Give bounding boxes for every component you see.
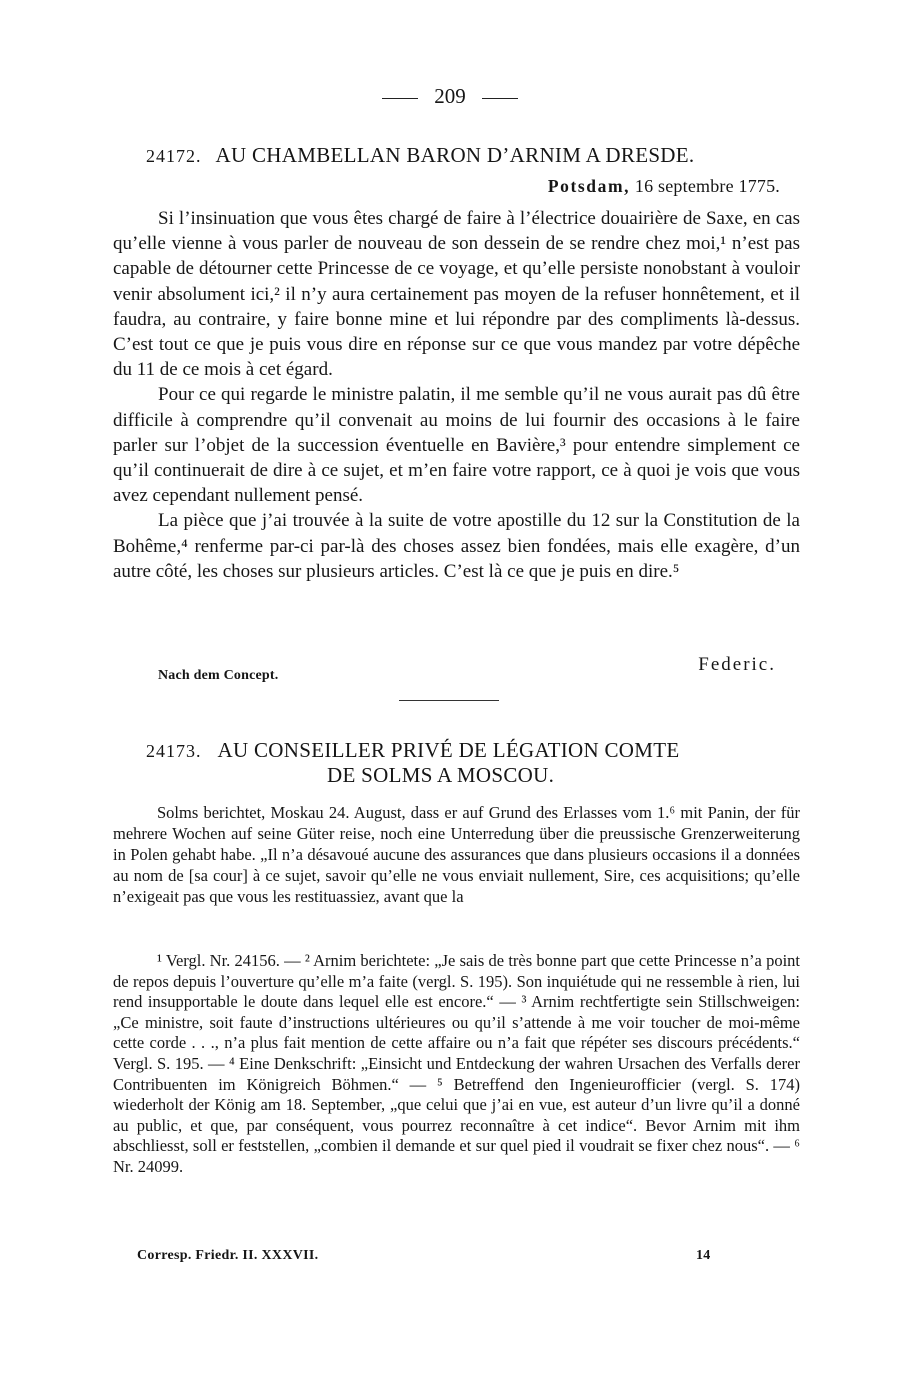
letter-2-title-line-1: AU CONSEILLER PRIVÉ DE LÉGATION COMTE <box>217 738 680 762</box>
footnotes <box>113 951 800 1178</box>
letter-1-paragraph-3: La pièce que j’ai trouvée à la suite de votre apostille du 12 sur la Constitution de la Bohême,⁴ renferme par-ci par-là des choses assez bien fondées, mais elle exagère, d’un autre côté, les choses sur plusieurs articles. C’est là ce que je puis en dire.⁵ <box>113 510 800 582</box>
letter-1-body <box>113 206 800 584</box>
footer-volume: Corresp. Friedr. II. XXXVII. <box>137 1248 319 1263</box>
letter-1-heading <box>146 143 694 168</box>
letter-1-place: Potsdam, <box>547 176 631 196</box>
letter-1-dateline <box>548 176 780 197</box>
letter-2-body <box>113 803 800 908</box>
footer-sheet-number: 14 <box>696 1248 711 1263</box>
letter-1-number: 24172. <box>146 146 202 166</box>
letter-1-date: 16 septembre 1775. <box>634 176 780 196</box>
footnotes-text: ¹ Vergl. Nr. 24156. — ² Arnim berichtete: „Je sais de très bonne part que cette Princesse n’a point de repos depuis l’ouverture qu’elle m’a faite (vergl. S. 195). Son inquiétude qui ne ressemble à rien, lui rend insupportable le doute dans lequel elle est encore.“ — ³ Arnim rechtfertigte sein Stillschweigen: „Ce ministre, soit faute d’instructions ultérieures ou qu’il s’attende à me voir toucher de moi-même cette corde . . ., n’a plus fait mention de cette affaire ou n’a fait que répéter ses discours précédents.“ Vergl. S. 195. — ⁴ Eine Denkschrift: „Einsicht und Entdeckung der wahren Ursachen des Verfalls derer Contribuenten im Königreich Böhmen.“ — ⁵ Betreffend den Ingenieurofficier (vergl. S. 174) wiederholt der König am 18. September, „que celui que j’ai en vue, est auteur d’un livre qu’il a donné au public, et que, par conséquent, vous pourrez reconnaître à cet indice“. Bevor Arnim mit ihm abschliesst, soll er feststellen, „combien il demande et sur quel pied il voudrait se fixer chez nous“. — ⁶ Nr. 24099. <box>113 951 800 1176</box>
page-number-dash-left <box>382 98 418 99</box>
letter-1-paragraph-2: Pour ce qui regarde le ministre palatin, il me semble qu’il ne vous aurait pas dû être difficile à comprendre qu’il convenait au moins de lui fournir des occasions à le faire parler sur l’objet de la succession éventuelle en Bavière,³ pour entendre simplement ce qu’il continuerait de dire à ce sujet, et m’en faire votre rapport, ce à quoi je vois que vous avez cependant nullement pensé. <box>113 384 800 507</box>
page-number: 209 <box>434 84 466 108</box>
section-separator <box>399 700 499 701</box>
letter-2-paragraph: Solms berichtet, Moskau 24. August, dass er auf Grund des Erlasses vom 1.⁶ mit Panin, der für mehrere Wochen auf seine Güter reise, noch eine Unterredung über die preussische Grenzerweiterung in Polen gehabt habe. „Il n’a désavoué aucune des assurances que dans plusieurs occasions il a données au nom de [sa cour] à ce sujet, savoir qu’elle ne vous enviait nullement, Sire, ces acquisitions; qu’elle n’exigeait pas que vous les restituassiez, avant que la <box>113 803 800 906</box>
letter-2-heading-line-2: DE SOLMS A MOSCOU. <box>327 763 555 787</box>
page-number-line <box>0 84 900 109</box>
letter-1-title: AU CHAMBELLAN BARON D’ARNIM A DRESDE. <box>215 143 695 167</box>
letter-1-paragraph-1: Si l’insinuation que vous êtes chargé de faire à l’électrice douairière de Saxe, en cas qu’elle vienne à vous parler de nouveau de son dessein de se rendre chez moi,¹ n’est pas capable de détourner cette Princesse de ce voyage, et qu’elle persiste nonobstant à vouloir venir absolument ici,² il n’y aura certainement pas moyen de la refuser honnêtement, et il faudra, au contraire, y faire bonne mine et lui répondre par des compliments là-dessus. C’est tout ce que je puis vous dire en réponse sur ce que vous mandez par votre dépêche du 11 de ce mois à cet égard. <box>113 208 800 381</box>
letter-1-signature: Federic. <box>698 654 776 675</box>
letter-2-number: 24173. <box>146 741 202 761</box>
letter-2-heading-line-1 <box>146 738 679 763</box>
page-number-dash-right <box>482 98 518 99</box>
letter-1-source-note: Nach dem Concept. <box>158 668 279 683</box>
